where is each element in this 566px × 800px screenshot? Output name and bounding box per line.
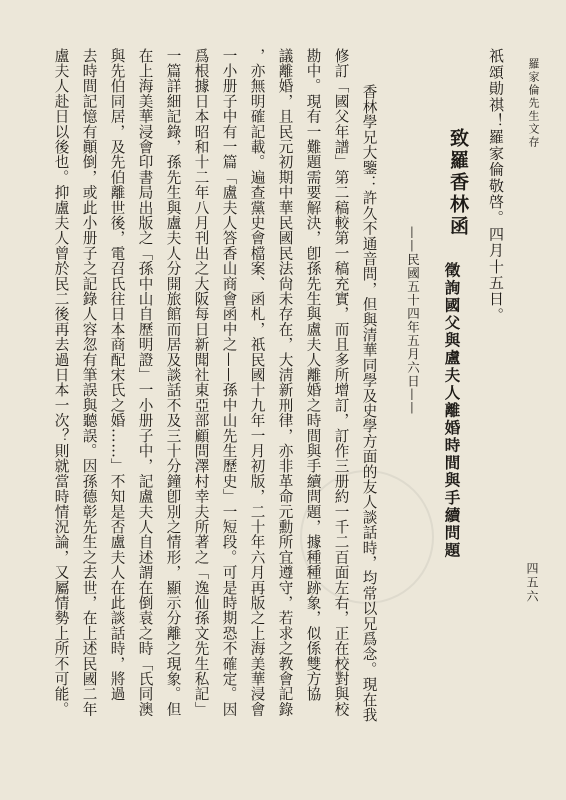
letter-date: ——民國五十四年五月六日—— bbox=[405, 226, 421, 415]
body-line-3: 勘中。現有一難題需要解決，卽孫先生與盧夫人離婚之時間與手續問題，據種種跡象，似係雙方協 bbox=[304, 48, 322, 702]
body-line-4: 議離婚，且民元初期中華民國民法尙未存在，大淸新刑律，亦非革命元勳所宜遵守，若求之教會記錄 bbox=[276, 48, 294, 717]
body-line-7: 爲根據日本昭和十二年八月刊出之大阪每日新聞社東亞部顧問澤村幸夫所著之「逸仙孫文先生私記」 bbox=[192, 48, 210, 717]
running-header: 羅家倫先生文存 bbox=[527, 58, 540, 149]
preceding-letter-closing: 祇頌勛祺！羅家倫敬啓。四月十五日。 bbox=[487, 48, 505, 324]
body-line-1: 香林學兄大鑒：許久不通音問，但與清華同學及史學方面的友人談話時，均常以兄爲念。現在我 bbox=[360, 84, 378, 723]
letter-subtitle: 徵詢國父與盧夫人離婚時間與手續問題 bbox=[442, 262, 462, 560]
body-line-11: 去時間記憶有顚倒，或此小册子之記錄人容忽有筆誤與聽誤。因孫德彰先生之去世，在上述民國二年 bbox=[80, 48, 98, 717]
page-number: 四五六 bbox=[525, 562, 539, 604]
letter-title: 致羅香林函 bbox=[447, 128, 469, 238]
body-line-2: 修訂「國父年譜」第二稿較第一稿充實，而且多所增訂，訂作三册約一千二百面左右，正在校對與校 bbox=[332, 48, 350, 717]
body-line-8: 一篇詳細記錄，孫先生與盧夫人分開旅館而居及談話不及三十分鐘卽別之情形，顯示分離之現象。但 bbox=[164, 48, 182, 717]
body-line-12: 盧夫人赴日以後也。抑盧夫人曾於民二後再去過日本一次？則就當時情況論，又屬情勢上所不可能。 bbox=[52, 48, 70, 717]
body-line-6: 一小册子中有一篇「盧夫人答香山商會函中之——孫中山先生歷史」一短段。可是時期恐不確定。因 bbox=[220, 48, 238, 717]
body-line-5: ，亦無明確記載。遍查黨史會檔案、函札，祇民國十九年一月初版，二十年六月再版之上海美華浸會 bbox=[248, 48, 266, 717]
body-line-9: 在上海美華浸會印書局出版之「孫中山自歷明證」一小册子中，記盧夫人自述謂在倒袁之時「氏同澳 bbox=[136, 48, 154, 717]
body-line-10: 與先伯同居，及先伯離世後，電召氏往日本商配宋氏之婚……」不知是否盧夫人在此談話時，將過 bbox=[108, 48, 126, 702]
